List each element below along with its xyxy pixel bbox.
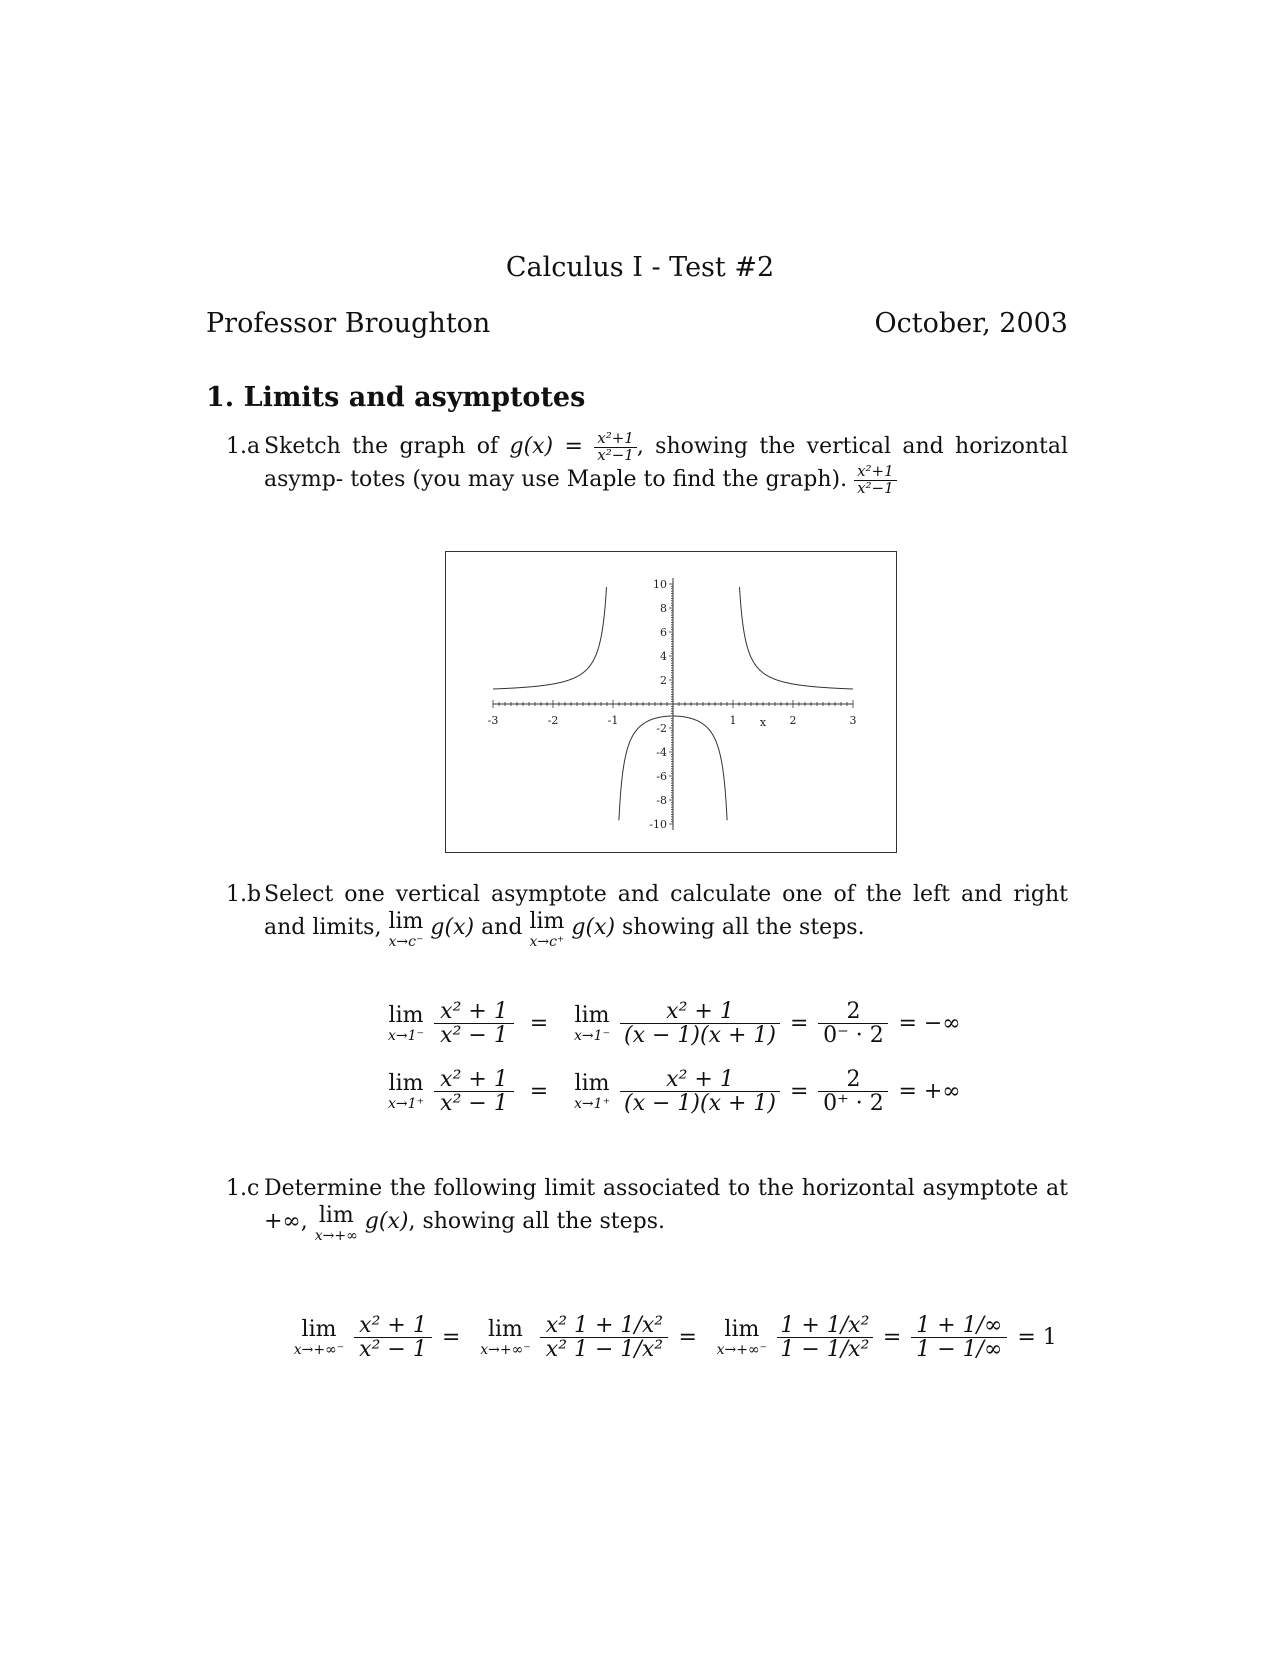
section-title: 1. Limits and asymptotes (206, 382, 586, 413)
y-tick-label: 4 (660, 650, 667, 663)
y-tick-label: 8 (660, 602, 667, 615)
function-fraction: $\frac{\text{x²+1}}{\text{x²−1}}$ (594, 431, 637, 464)
question-number: 1.b (226, 882, 262, 907)
equation-row: lim x→1⁺ $\frac{\text{x² + 1}}{\text{x² − 1}}$ = lim x→1⁺ $\frac{\text{x² + 1}}{(x - 1)(x + 1)}$ = $\frac{2}{0^+ \cdot 2}$ = +∞ (388, 1067, 961, 1117)
function-graph (446, 552, 895, 851)
x-tick-label: -3 (487, 714, 499, 727)
left-branch (493, 587, 606, 689)
y-tick-label: 6 (660, 626, 667, 639)
question-text: Select one vertical asymptote and calculate one of the left and right and limits, lim x→c⁻ g(x) and lim x→c⁺ g(x) showing all the steps. (264, 882, 1068, 950)
equation-row: lim x→+∞⁻ $\frac{\text{x² + 1}}{\text{x² − 1}}$ = lim x→+∞⁻ $\frac{\text{x² 1 + 1/x²}}{\text{x² 1 − 1/x²}}$ = lim x→+∞⁻ $\frac{\text{1 + 1/x²}}{\text{1 − 1/x²}}$ = $\frac{1 + 1/\infty}{1 - 1/\infty}$ = 1 (293, 1313, 1057, 1363)
left-limit: lim x→c⁻ (388, 909, 424, 950)
x-tick-label: 2 (789, 714, 797, 727)
y-tick-label: -2 (656, 722, 667, 735)
question-text: Sketch the graph of g(x) = $\frac{\text{x²+1}}{\text{x²−1}}$ , showing the vertical and horizontal asymp- totes (you may use Maple to find the graph). $\frac{\text{x²+1}}{\text{x²−1}}$ (264, 428, 1068, 497)
y-tick-label: -4 (656, 746, 667, 759)
x-tick-label: -1 (607, 714, 619, 727)
question-text: Determine the following limit associated to the horizontal asymptote at +∞, lim x→+∞ g(x), showing all the steps. (264, 1176, 1068, 1244)
right-branch (740, 587, 853, 689)
function-def: g(x) = (509, 434, 583, 459)
question-1c (206, 1172, 1068, 1243)
question-number: 1.c (226, 1176, 260, 1201)
right-limit: lim x→c⁺ (529, 909, 565, 950)
x-tick-label: 1 (729, 714, 737, 727)
y-tick-label: 10 (653, 578, 667, 591)
function-fraction-repeat: $\frac{\text{x²+1}}{\text{x²−1}}$ (854, 464, 897, 497)
y-tick-label: -8 (656, 794, 667, 807)
graph-frame (445, 551, 897, 853)
x-axis-label: x (759, 716, 767, 729)
question-1b (206, 878, 1068, 949)
question-1a (206, 430, 1068, 497)
y-tick-label: -6 (656, 770, 667, 783)
professor-name: Professor Broughton (206, 308, 491, 339)
page-title: Calculus I - Test #2 (505, 252, 775, 283)
y-tick-label: -10 (649, 818, 667, 831)
x-tick-label: -2 (547, 714, 559, 727)
y-tick-label: 2 (660, 674, 667, 687)
x-tick-label: 3 (849, 714, 857, 727)
test-date: October, 2003 (874, 308, 1068, 339)
equation-row: lim x→1⁻ $\frac{\text{x² + 1}}{\text{x² − 1}}$ = lim x→1⁻ $\frac{\text{x² + 1}}{(x - 1)(x + 1)}$ = $\frac{2}{0^- \cdot 2}$ = −∞ (388, 999, 961, 1049)
question-number: 1.a (226, 434, 261, 459)
limit-infinity: lim x→+∞ (314, 1203, 358, 1244)
